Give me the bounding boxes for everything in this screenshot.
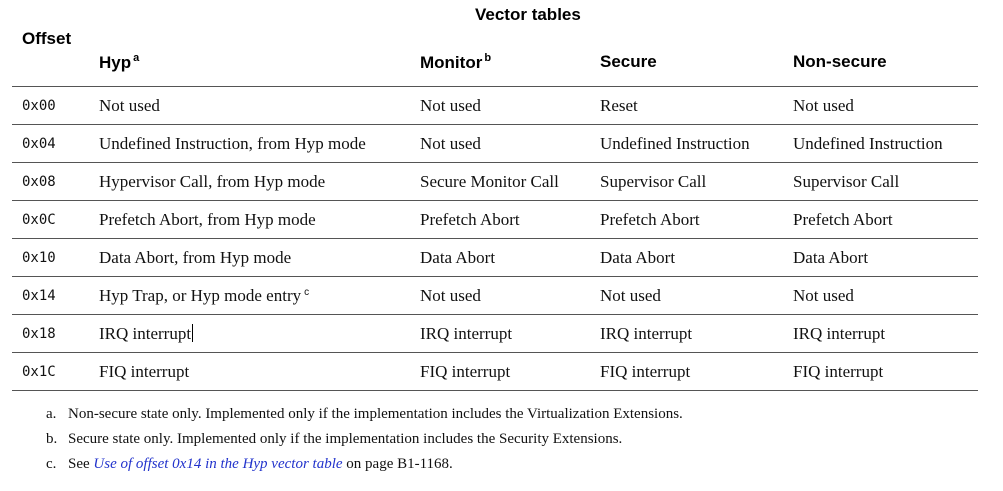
table-row bbox=[12, 239, 978, 277]
monitor-cell: Not used bbox=[420, 277, 600, 315]
monitor-cell: Secure Monitor Call bbox=[420, 163, 600, 201]
secure-cell: Supervisor Call bbox=[600, 163, 793, 201]
column-header-label: Non-secure bbox=[793, 52, 887, 71]
hyp-cell: Data Abort, from Hyp mode bbox=[99, 239, 420, 277]
offset-cell: 0x1C bbox=[12, 353, 99, 391]
table-row bbox=[12, 163, 978, 201]
hyp-cell bbox=[99, 277, 420, 315]
column-header-label: Monitor bbox=[420, 53, 483, 72]
hyp-cell: FIQ interrupt bbox=[99, 353, 420, 391]
non-secure-cell: Data Abort bbox=[793, 239, 978, 277]
vector-tables-heading: Vector tables bbox=[475, 5, 581, 24]
column-header-hyp bbox=[99, 52, 139, 73]
table-row bbox=[12, 277, 978, 315]
non-secure-cell: Not used bbox=[793, 277, 978, 315]
monitor-cell: FIQ interrupt bbox=[420, 353, 600, 391]
footnote-prefix: See bbox=[68, 456, 94, 472]
offset-cell: 0x10 bbox=[12, 239, 99, 277]
non-secure-cell: Undefined Instruction bbox=[793, 125, 978, 163]
hyp-cell-text: IRQ interrupt bbox=[99, 323, 192, 343]
column-header-monitor bbox=[420, 52, 491, 73]
footnotes bbox=[46, 402, 683, 477]
offset-column-header: Offset bbox=[22, 29, 72, 48]
non-secure-cell: Prefetch Abort bbox=[793, 201, 978, 239]
column-header-label: Secure bbox=[600, 52, 657, 71]
footnote-ref: c bbox=[304, 286, 310, 298]
hyp-cell: Prefetch Abort, from Hyp mode bbox=[99, 201, 420, 239]
footnote-ref: b bbox=[484, 52, 492, 64]
monitor-cell: Data Abort bbox=[420, 239, 600, 277]
table-row bbox=[12, 315, 978, 353]
column-header-label: Hyp bbox=[99, 53, 132, 72]
secure-cell: FIQ interrupt bbox=[600, 353, 793, 391]
footnote-a bbox=[46, 402, 683, 427]
offset-cell: 0x04 bbox=[12, 125, 99, 163]
text-cursor bbox=[192, 324, 193, 342]
hyp-vector-table-link[interactable]: Use of offset 0x14 in the Hyp vector table bbox=[93, 456, 343, 472]
vector-table bbox=[12, 86, 978, 391]
footnote-b bbox=[46, 427, 683, 452]
non-secure-cell: IRQ interrupt bbox=[793, 315, 978, 353]
hyp-cell-text: Hyp Trap, or Hyp mode entry bbox=[99, 285, 302, 305]
monitor-cell: Not used bbox=[420, 125, 600, 163]
non-secure-cell: Not used bbox=[793, 87, 978, 125]
hyp-cell: Not used bbox=[99, 87, 420, 125]
offset-cell: 0x00 bbox=[12, 87, 99, 125]
table-row bbox=[12, 87, 978, 125]
footnote-mark: a. bbox=[46, 406, 57, 422]
column-header-non-secure bbox=[793, 52, 887, 72]
secure-cell: IRQ interrupt bbox=[600, 315, 793, 353]
hyp-cell: Undefined Instruction, from Hyp mode bbox=[99, 125, 420, 163]
footnote-text: Non-secure state only. Implemented only if the implementation includes the Virtualization Extensions. bbox=[68, 406, 683, 422]
secure-cell: Data Abort bbox=[600, 239, 793, 277]
offset-cell: 0x08 bbox=[12, 163, 99, 201]
hyp-cell: Hypervisor Call, from Hyp mode bbox=[99, 163, 420, 201]
secure-cell: Not used bbox=[600, 277, 793, 315]
secure-cell: Prefetch Abort bbox=[600, 201, 793, 239]
monitor-cell: IRQ interrupt bbox=[420, 315, 600, 353]
offset-cell: 0x0C bbox=[12, 201, 99, 239]
footnote-suffix: on page B1-1168. bbox=[342, 456, 453, 472]
non-secure-cell: FIQ interrupt bbox=[793, 353, 978, 391]
table-row bbox=[12, 201, 978, 239]
table-row bbox=[12, 125, 978, 163]
secure-cell: Reset bbox=[600, 87, 793, 125]
secure-cell: Undefined Instruction bbox=[600, 125, 793, 163]
offset-cell: 0x18 bbox=[12, 315, 99, 353]
footnote-c bbox=[46, 452, 683, 477]
offset-cell: 0x14 bbox=[12, 277, 99, 315]
column-header-secure bbox=[600, 52, 657, 72]
footnote-text: Secure state only. Implemented only if the implementation includes the Security Extensions. bbox=[68, 431, 623, 447]
monitor-cell: Prefetch Abort bbox=[420, 201, 600, 239]
footnote-mark: b. bbox=[46, 431, 58, 447]
hyp-cell[interactable] bbox=[99, 315, 420, 353]
footnote-ref: a bbox=[133, 52, 140, 64]
footnote-mark: c. bbox=[46, 456, 57, 472]
table-row bbox=[12, 353, 978, 391]
non-secure-cell: Supervisor Call bbox=[793, 163, 978, 201]
monitor-cell: Not used bbox=[420, 87, 600, 125]
